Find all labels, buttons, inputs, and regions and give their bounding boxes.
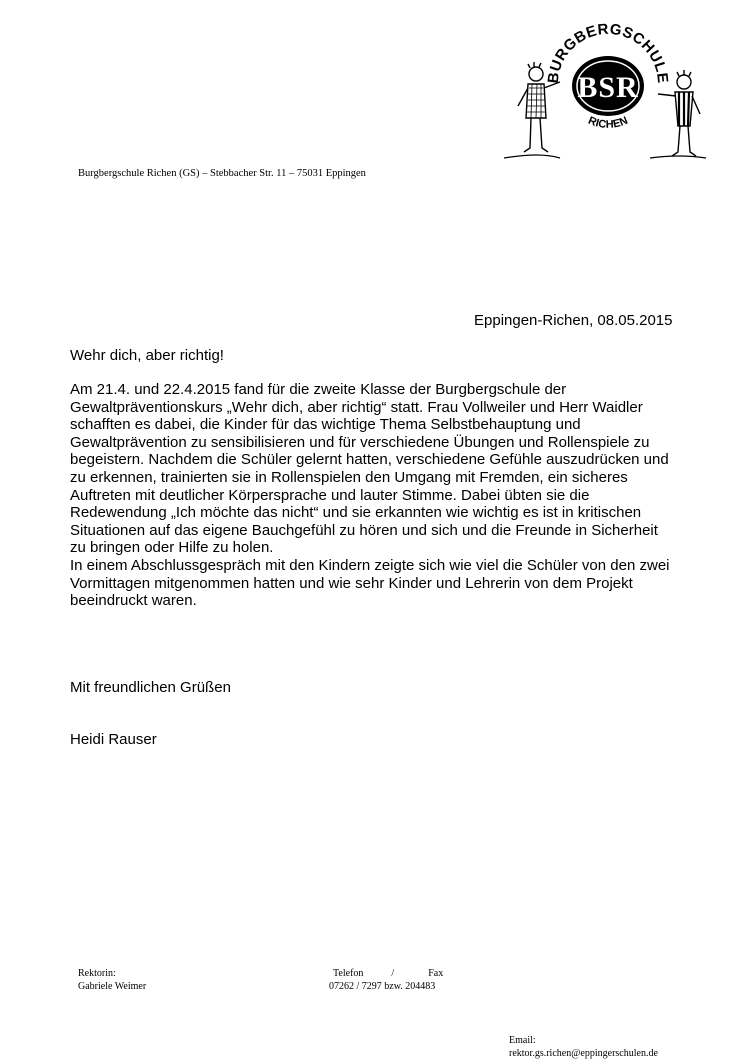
principal-name: Gabriele Weimer [78, 981, 147, 992]
phone-label: Telefon [333, 968, 364, 979]
logo-bottom-text: RICHEN [586, 114, 630, 131]
body-line: Auftreten mit deutlicher Körpersprache und lauter Stimme. Dabei übten sie die [70, 486, 590, 504]
body-line: schafften es dabei, die Kinder für das wichtige Thema Selbstbehauptung und [70, 416, 581, 434]
email-address: rektor.gs.richen@eppingerschulen.de [509, 1048, 658, 1059]
letter-closing: Mit freundlichen Grüßen [70, 679, 231, 696]
logo-monogram: BSR [577, 71, 639, 104]
body-line: begeistern. Nachdem die Schüler gelernt hatten, verschiedene Gefühle auszudrücken und [70, 451, 669, 469]
body-line: In einem Abschlussgespräch mit den Kindern zeigte sich wie viel die Schüler von den zwei [70, 556, 670, 574]
letter-body [70, 381, 690, 610]
sender-address: Burgbergschule Richen (GS) – Stebbacher Str. 11 – 75031 Eppingen [78, 168, 366, 179]
body-line: zu bringen oder Hilfe zu holen. [70, 539, 274, 557]
body-line: beeindruckt waren. [70, 592, 197, 610]
body-line: Gewaltpräventionskurs „Wehr dich, aber richtig“ statt. Frau Vollweiler und Herr Waidler [70, 398, 643, 416]
phone-numbers: 07262 / 7297 bzw. 204483 [329, 981, 436, 992]
body-line: zu erkennen, trainierten sie in Rollenspielen den Umgang mit Fremden, ein sicheres [70, 468, 628, 486]
footer-email [509, 1034, 658, 1060]
letter-date: Eppingen-Richen, 08.05.2015 [474, 312, 673, 329]
body-line: Redewendung „Ich möchte das nicht“ und sie erkannten wie wichtig es ist in kritischen [70, 504, 642, 522]
school-logo [500, 2, 712, 164]
body-line: Gewaltprävention zu sensibilisieren und für verschiedene Übungen und Rollenspiele zu [70, 433, 650, 451]
footer-phone-fax [329, 967, 443, 993]
phone-fax-separator: / [391, 968, 395, 979]
fax-label: Fax [428, 968, 444, 979]
letter-signature: Heidi Rauser [70, 731, 157, 748]
letter-subject: Wehr dich, aber richtig! [70, 347, 224, 364]
footer-principal [78, 967, 146, 993]
body-line: Situationen auf das eigene Bauchgefühl zu hören und sich und die Freunde in Sicherheit [70, 521, 658, 539]
body-line: Vormittagen mitgenommen hatten und wie sehr Kinder und Lehrerin von dem Projekt [70, 574, 633, 592]
body-line: Am 21.4. und 22.4.2015 fand für die zweite Klasse der Burgbergschule der [70, 381, 567, 398]
email-label: Email: [509, 1035, 536, 1046]
logo-ring-text: BURGBERGSCHULE [544, 20, 672, 85]
principal-label: Rektorin: [78, 968, 116, 979]
